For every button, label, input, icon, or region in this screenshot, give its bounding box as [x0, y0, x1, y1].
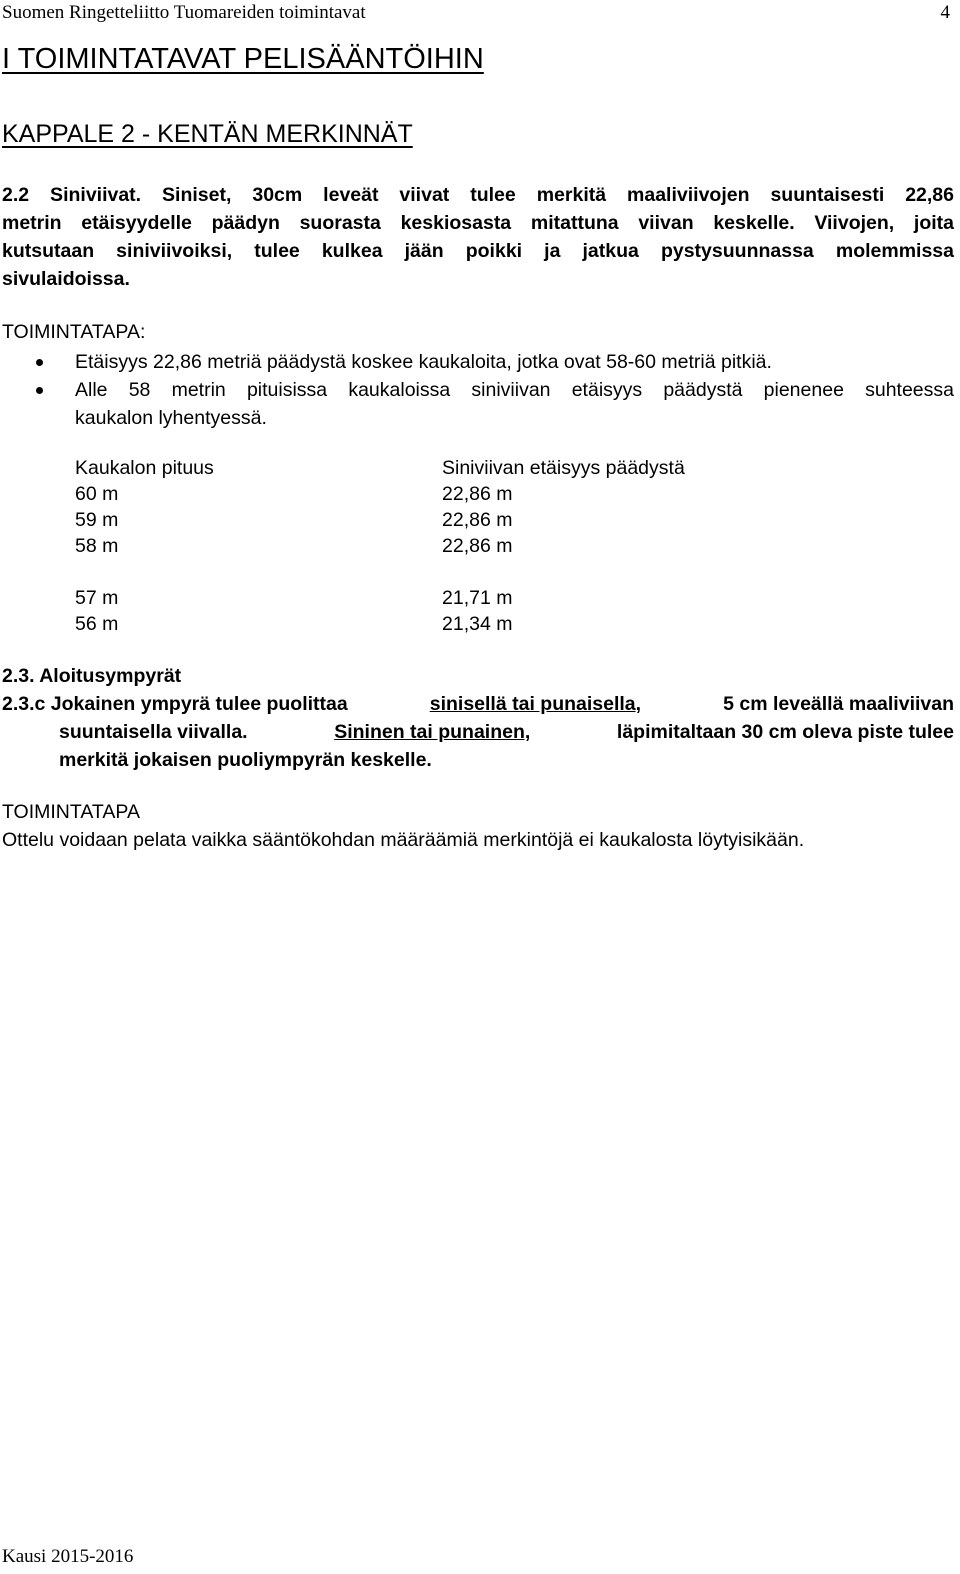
- bullet-icon: [36, 359, 43, 366]
- section-2-3-title: 2.3. Aloitusympyrät: [2, 665, 182, 687]
- running-header-title: Suomen Ringetteliitto Tuomareiden toimintavat: [2, 2, 366, 23]
- bullet-icon: [36, 387, 43, 394]
- section-2-3-line-1-prefix: 2.3.c Jokainen ympyrä tulee puolittaa: [2, 693, 348, 715]
- section-2-3-line-1-suffix: 5 cm leveällä maaliviivan: [723, 693, 954, 715]
- table-cell: 60 m: [75, 483, 119, 505]
- section-2-3-line-2: [59, 718, 954, 746]
- section-2-2-line-4: sivulaidoissa.: [2, 268, 130, 290]
- table-cell: 56 m: [75, 613, 119, 635]
- section-2-3-line-3: merkitä jokaisen puoliympyrän keskelle.: [59, 749, 432, 771]
- section-2-3-line-2-suffix: läpimitaltaan 30 cm oleva piste tulee: [616, 721, 954, 743]
- table-cell: 59 m: [75, 509, 119, 531]
- bullet-item-2-line-2: kaukalon lyhentyessä.: [75, 407, 267, 429]
- table-cell: 22,86 m: [442, 483, 513, 505]
- procedure-text: Ottelu voidaan pelata vaikka sääntökohdan määräämiä merkintöjä ei kaukalosta löytyisikään.: [2, 829, 805, 851]
- main-heading: I TOIMINTATAVAT PELISÄÄNTÖIHIN: [2, 43, 484, 75]
- page-number: 4: [940, 2, 950, 23]
- table-cell: 21,71 m: [442, 587, 513, 609]
- section-2-2-line-2: metrin etäisyydelle päädyn suorasta keskiosasta mitattuna viivan keskelle. Viivojen, joita: [2, 212, 954, 234]
- table-cell: 21,34 m: [442, 613, 513, 635]
- table-cell: 22,86 m: [442, 509, 513, 531]
- bullet-item-1: Etäisyys 22,86 metriä päädystä koskee kaukaloita, jotka ovat 58-60 metriä pitkiä.: [75, 351, 772, 373]
- section-2-3-line-2-prefix: suuntaisella viivalla.: [59, 721, 248, 743]
- section-2-3-line-1: [2, 690, 954, 718]
- table-cell: 22,86 m: [442, 535, 513, 557]
- bullet-item-2-line-1: Alle 58 metrin pituisissa kaukaloissa siniviivan etäisyys päädystä pienenee suhteessa: [75, 379, 954, 401]
- table-cell: 58 m: [75, 535, 119, 557]
- table-header-blue-line-distance: Siniviivan etäisyys päädystä: [442, 457, 685, 479]
- procedure-label: TOIMINTATAPA:: [2, 321, 146, 343]
- section-2-2-line-1: 2.2 Siniviivat. Siniset, 30cm leveät viivat tulee merkitä maaliviivojen suuntaisesti 22,86: [2, 184, 954, 206]
- section-2-2-line-3: kutsutaan siniviivoiksi, tulee kulkea jään poikki ja jatkua pystysuunnassa molemmissa: [2, 240, 954, 262]
- section-2-3-line-2-underlined: Sininen tai punainen,: [334, 721, 531, 743]
- procedure-label-2: TOIMINTATAPA: [2, 801, 140, 823]
- footer-season: Kausi 2015-2016: [2, 1546, 134, 1567]
- table-header-rink-length: Kaukalon pituus: [75, 457, 214, 479]
- table-cell: 57 m: [75, 587, 119, 609]
- section-heading: KAPPALE 2 - KENTÄN MERKINNÄT: [2, 120, 413, 148]
- section-2-3-line-1-underlined: sinisellä tai punaisella,: [429, 693, 642, 715]
